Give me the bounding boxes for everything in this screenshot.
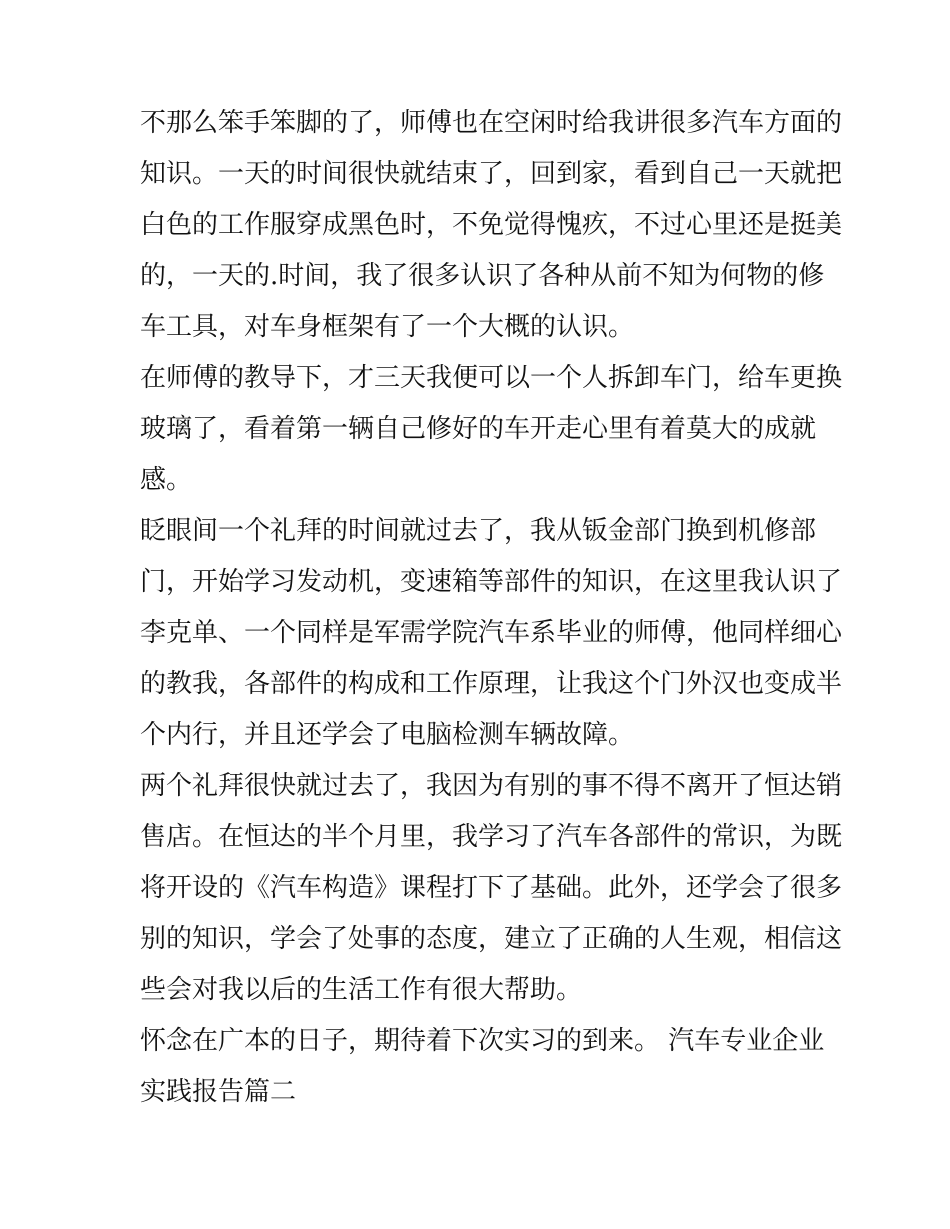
body-text <box>140 98 843 1118</box>
text-line: 售店。在恒达的半个月里，我学习了汽车各部件的常识，为既 <box>140 822 843 852</box>
text-line: 的教我，各部件的构成和工作原理，让我这个门外汉也变成半 <box>140 669 843 699</box>
text-line: 个内行，并且还学会了电脑检测车辆故障。 <box>140 720 635 750</box>
text-line: 车工具，对车身框架有了一个大概的认识。 <box>140 312 635 342</box>
text-line: 眨眼间一个礼拜的时间就过去了，我从钣金部门换到机修部 <box>140 516 817 546</box>
text-line: 的，一天的.时间，我了很多认识了各种从前不知为何物的修 <box>140 261 825 291</box>
text-line: 两个礼拜很快就过去了，我因为有别的事不得不离开了恒达销 <box>140 771 843 801</box>
text-line: 李克单、一个同样是军需学院汽车系毕业的师傅，他同样细心 <box>140 618 843 648</box>
text-line: 些会对我以后的生活工作有很大帮助。 <box>140 975 583 1005</box>
text-line: 玻璃了，看着第一辆自己修好的车开走心里有着莫大的成就 <box>140 414 817 444</box>
text-line: 门，开始学习发动机，变速箱等部件的知识，在这里我认识了 <box>140 567 843 597</box>
text-line: 知识。一天的时间很快就结束了，回到家，看到自己一天就把 <box>140 159 843 189</box>
text-line: 不那么笨手笨脚的了，师傅也在空闲时给我讲很多汽车方面的 <box>140 108 843 138</box>
text-line: 在师傅的教导下，才三天我便可以一个人拆卸车门，给车更换 <box>140 363 843 393</box>
text-line: 白色的工作服穿成黑色时，不免觉得愧疚，不过心里还是挺美 <box>140 210 843 240</box>
text-line: 实践报告篇二 <box>140 1077 297 1107</box>
text-line: 感。 <box>140 465 193 495</box>
text-line: 将开设的《汽车构造》课程打下了基础。此外，还学会了很多 <box>140 873 843 903</box>
text-line: 怀念在广本的日子，期待着下次实习的到来。 汽车专业企业 <box>140 1026 825 1056</box>
text-line: 别的知识，学会了处事的态度，建立了正确的人生观，相信这 <box>140 924 843 954</box>
